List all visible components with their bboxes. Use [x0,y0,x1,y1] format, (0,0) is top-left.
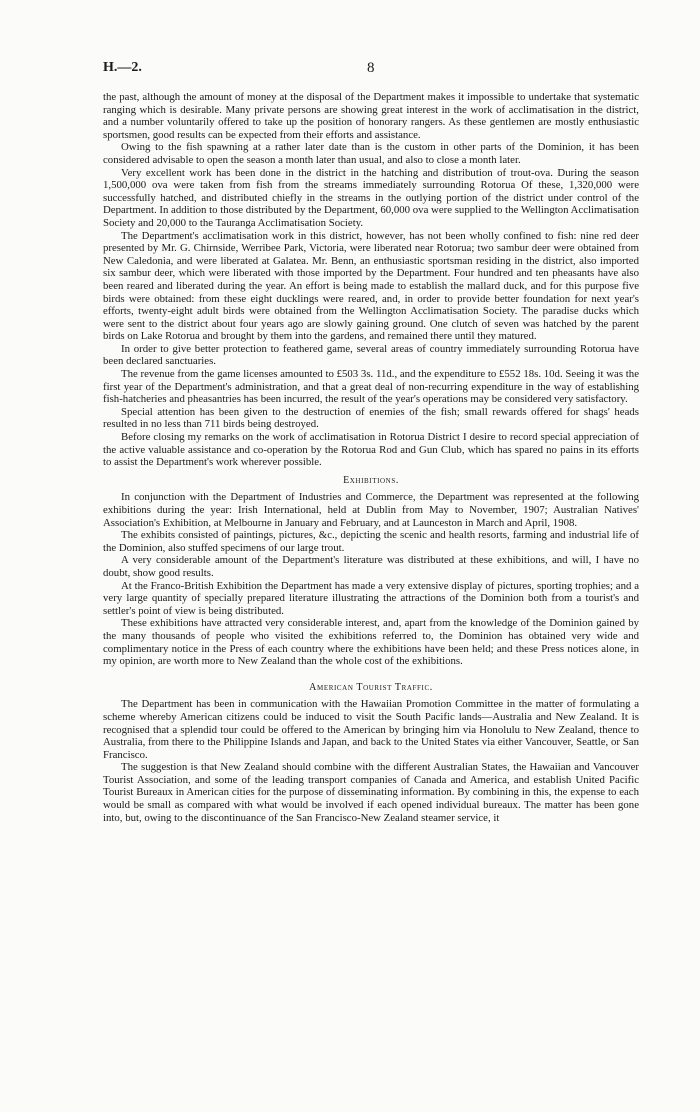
paragraph: The revenue from the game licenses amounted to £503 3s. 11d., and the expenditure to £552 18s. 10d. Seeing it was the first year of the Department's administration, and that a great deal of non-recurring expenditure in the way of establishing fish-hatcheries and pheasantries has been incurred, the result of the year's operations may be considered very satisfactory. [103,368,639,406]
paragraph: In order to give better protection to feathered game, several areas of country immediately surrounding Rotorua have been declared sanctuaries. [103,342,639,368]
paragraph: The Department has been in communication with the Hawaiian Promotion Committee in the matter of formulating a scheme whereby American citizens could be induced to visit the South Pacific lands—Australia and New Zealand. It is recognised that a splendid tour could be offered to the American by bringing him via Honolulu to New Zealand, thence to Australia, from there to the Philippine Islands and Japan, and back to the United States via either Vancouver, Seattle, or San Francisco. [103,698,639,761]
document-body [103,91,639,824]
page-number: 8 [367,60,375,76]
paragraph: the past, although the amount of money at the disposal of the Department makes it impossible to undertake that systematic ranging which is desirable. Many private persons are showing great interest in the work of acclimatisation in the district, and a number voluntarily offered to take up the position of honorary rangers. As these gentlemen are mostly enthusiastic sportsmen, good results can be expected from their efforts and assistance. [103,91,639,141]
paragraph: Special attention has been given to the destruction of enemies of the fish; small rewards offered for shags' heads resulted in no less than 711 birds being destroyed. [103,405,639,431]
document-code: H.—2. [103,60,142,75]
page-header [103,60,640,80]
paragraph: The exhibits consisted of paintings, pictures, &c., depicting the scenic and health resorts, farming and industrial life of the Dominion, also stuffed specimens of our large trout. [103,529,639,554]
section-heading-american-tourist-traffic: American Tourist Traffic. [309,681,433,693]
paragraph: Very excellent work has been done in the district in the hatching and distribution of trout-ova. During the season 1,500,000 ova were taken from fish from the streams immediately surrounding Rotorua Of these, 1,320,000 were successfully hatched, and distributed chiefly in the streams in the outlying portion of the district under control of the Department. In addition to those distributed by the Department, 60,000 ova were supplied to the Wellington Acclimatisation Society and 20,000 to the Tauranga Acclimatisation Society. [103,166,639,229]
section-heading-exhibitions: Exhibitions. [343,474,399,486]
paragraph: Owing to the fish spawning at a rather later date than is the custom in other parts of the Dominion, it has been considered advisable to open the season a month later than usual, and also to close a month later. [103,141,639,166]
paragraph: Before closing my remarks on the work of acclimatisation in Rotorua District I desire to record special appreciation of the active valuable assistance and co-operation by the Rotorua Rod and Gun Club, which has spared no pains in its efforts to assist the Department's work wherever possible. [103,431,639,469]
paragraph: In conjunction with the Department of Industries and Commerce, the Department was represented at the following exhibitions during the year: Irish International, held at Dublin from May to November, 1907; Australian Natives' Association's Exhibition, at Melbourne in January and February, and at Launceston in March and April, 1908. [103,491,639,529]
paragraph: The suggestion is that New Zealand should combine with the different Australian States, the Hawaiian and Vancouver Tourist Association, and some of the leading transport companies of Canada and America, and establish United Pacific Tourist Bureaux in American cities for the purpose of disseminating information. By combining in this, the expense to each would be small as compared with what would be involved if each opened individual bureaux. The matter has been gone into, but, owing to the discontinuance of the San Francisco-New Zealand steamer service, it [103,761,639,824]
paragraph: At the Franco-British Exhibition the Department has made a very extensive display of pictures, sporting trophies; and a very large quantity of specially prepared literature illustrating the attractions of the Dominion both from a tourist's and settler's point of view is being distributed. [103,579,639,617]
paragraph: The Department's acclimatisation work in this district, however, has not been wholly confined to fish: nine red deer presented by Mr. G. Chirnside, Werribee Park, Victoria, were liberated near Rotorua; two sambur deer were obtained from New Caledonia, and were liberated at Galatea. Mr. Benn, an enthusiastic sportsman residing in the district, also imported six sambur deer, which were liberated with those imported by the Department. Four hundred and ten pheasants have also been reared and liberated during the year. An effort is being made to establish the mallard duck, and for this purpose five birds were obtained: from these eight ducklings were reared, and, in order to provide better foundation for next year's efforts, twenty-eight adult birds were obtained from the Wellington Acclimatisation Society. The paradise ducks which were sent to the district about four years ago are slowly gaining ground. One clutch of seven was hatched by the parent birds on Lake Rotorua and brought by them into the gardens, and remained there until they matured. [103,229,639,343]
paragraph: These exhibitions have attracted very considerable interest, and, apart from the knowledge of the Dominion gained by the many thousands of people who visited the exhibitions referred to, the Dominion has obtained very wide and complimentary notice in the Press of each country where the exhibitions have been held; and these Press notices alone, in my opinion, are worth more to New Zealand than the whole cost of the exhibitions. [103,617,639,668]
paragraph: A very considerable amount of the Department's literature was distributed at these exhibitions, and will, I have no doubt, show good results. [103,554,639,579]
